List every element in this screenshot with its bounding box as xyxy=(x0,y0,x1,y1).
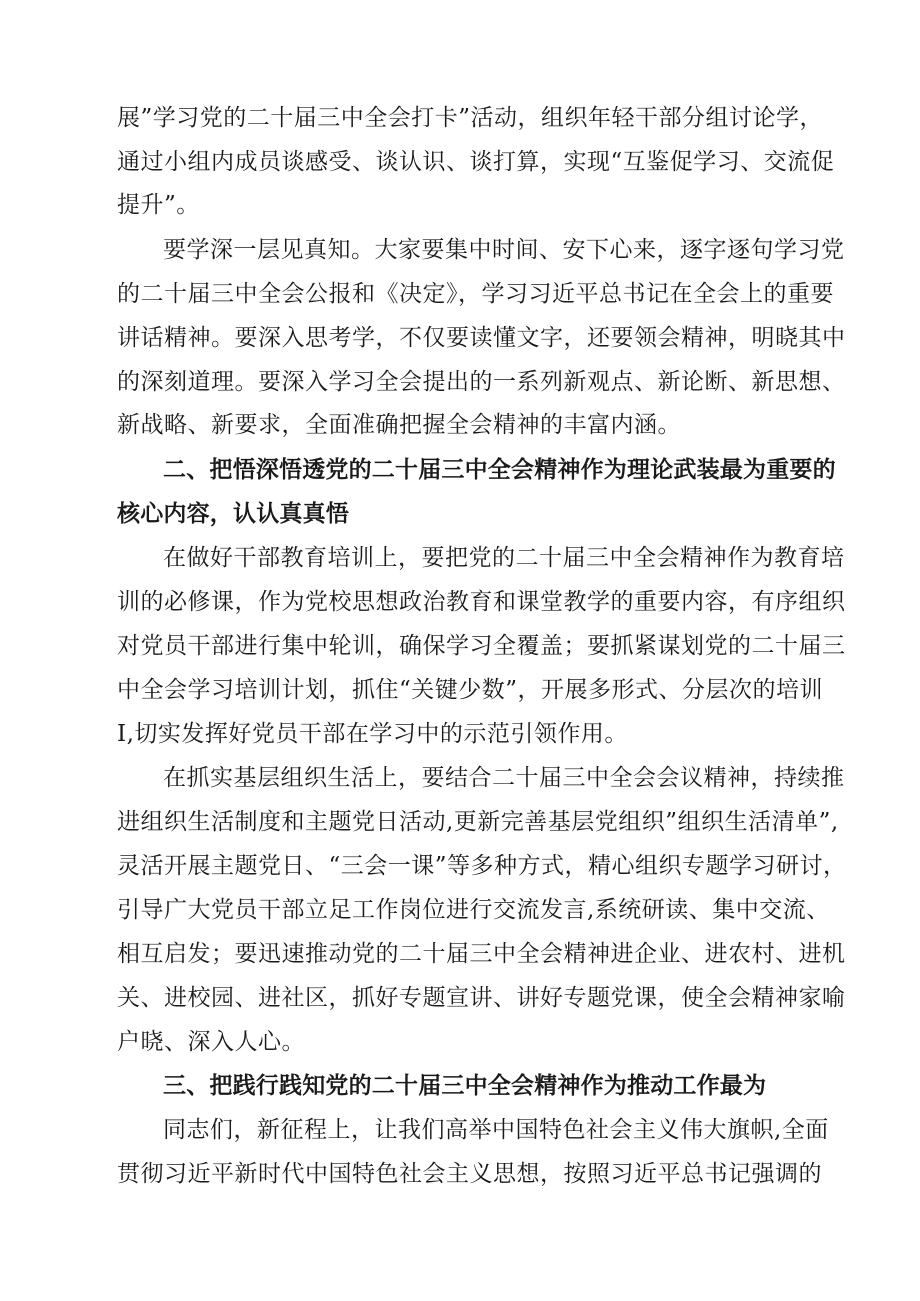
paragraph-line: 通过小组内成员谈感受、谈认识、谈打算，实现“互鉴促学习、交流促 xyxy=(117,149,835,175)
paragraph-line: 中全会学习培训计划，抓住“关键少数”，开展多形式、分层次的培训 xyxy=(117,677,824,703)
paragraph-line: 讲话精神。要深入思考学，不仅要读懂文字，还要领会精神，明晓其中 xyxy=(117,325,846,351)
paragraph-line: 的深刻道理。要深入学习全会提出的一系列新观点、新论断、新思想、 xyxy=(117,369,846,395)
paragraph-line: I,切实发挥好党员干部在学习中的示范引领作用。 xyxy=(117,721,628,747)
paragraph-line: 进组织生活制度和主题党日活动,更新完善基层党组织”组织生活清单”, xyxy=(117,809,839,835)
paragraph-line: 在抓实基层组织生活上，要结合二十届三中全会会议精神，持续推 xyxy=(163,765,845,791)
paragraph-line: 引导广大党员干部立足工作岗位进行交流发言,系统研读、集中交流、 xyxy=(117,897,830,923)
section-heading: 三、把践行践知党的二十届三中全会精神作为推动工作最为 xyxy=(163,1073,767,1099)
paragraph-line: 提升”。 xyxy=(117,192,200,218)
paragraph-line: 对党员干部进行集中轮训，确保学习全覆盖；要抓紧谋划党的二十届三 xyxy=(117,633,846,659)
section-heading: 核心内容，认认真真悟 xyxy=(117,501,349,527)
paragraph-line: 关、进校园、进社区，抓好专题宣讲、讲好专题党课，使全会精神家喻 xyxy=(117,985,846,1011)
paragraph-line: 相互启发；要迅速推动党的二十届三中全会精神进企业、进农村、进机 xyxy=(117,941,846,967)
paragraph-line: 新战略、新要求，全面准确把握全会精神的丰富内涵。 xyxy=(117,412,681,438)
paragraph-line: 要学深一层见真知。大家要集中时间、安下心来，逐字逐句学习党 xyxy=(163,237,845,263)
paragraph-line: 展”学习党的二十届三中全会打卡”活动，组织年轻干部分组讨论学， xyxy=(117,105,824,131)
paragraph-line: 同志们，新征程上，让我们高举中国特色社会主义伟大旗帜,全面 xyxy=(163,1117,829,1143)
paragraph-line: 在做好干部教育培训上，要把党的二十届三中全会精神作为教育培 xyxy=(163,545,845,571)
paragraph-line: 的二十届三中全会公报和《决定》，学习习近平总书记在全会上的重要 xyxy=(117,281,834,307)
paragraph-line: 灵活开展主题党日、“三会一课”等多种方式，精心组织专题学习研讨， xyxy=(117,853,847,879)
section-heading: 二、把悟深悟透党的二十届三中全会精神作为理论武装最为重要的 xyxy=(163,457,836,483)
paragraph-line: 贯彻习近平新时代中国特色社会主义思想，按照习近平总书记强调的 xyxy=(117,1161,822,1187)
paragraph-line: 训的必修课，作为党校思想政治教育和课堂教学的重要内容，有序组织 xyxy=(117,589,846,615)
paragraph-line: 户晓、深入人心。 xyxy=(117,1029,305,1055)
